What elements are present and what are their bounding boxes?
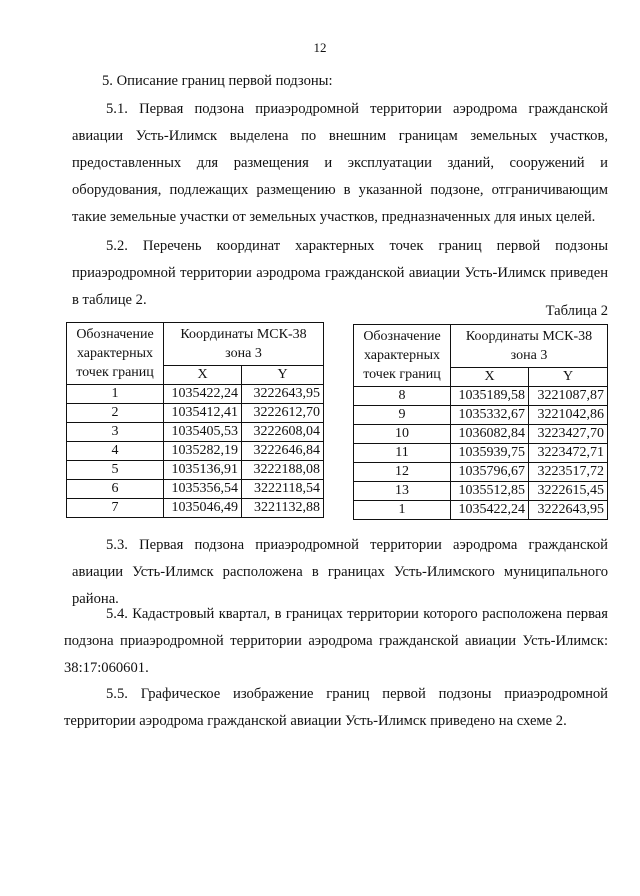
y-header: Y [242,366,324,385]
coordinates-table-left [66,322,324,518]
x-cell: 1035282,19 [164,442,242,461]
y-cell: 3221042,86 [529,406,608,425]
x-cell: 1035405,53 [164,423,242,442]
point-cell: 10 [354,425,451,444]
y-cell: 3222118,54 [242,480,324,499]
point-cell: 1 [67,385,164,404]
y-cell: 3223472,71 [529,444,608,463]
table-row [67,404,324,423]
x-cell: 1035796,67 [451,463,529,482]
page-number: 12 [313,40,327,55]
y-cell: 3222615,45 [529,482,608,501]
table-row [354,501,608,520]
x-cell: 1035512,85 [451,482,529,501]
table-row [67,442,324,461]
coordinates-header: Координаты МСК-38 зона 3 [451,325,608,368]
table-row [67,461,324,480]
point-cell: 3 [67,423,164,442]
coordinates-table-right [353,324,608,520]
y-cell: 3222188,08 [242,461,324,480]
x-cell: 1035422,24 [451,501,529,520]
table-row [354,463,608,482]
point-designation-header: Обозначение характерных точек границ [67,323,164,385]
point-cell: 5 [67,461,164,480]
table-row [354,444,608,463]
x-cell: 1036082,84 [451,425,529,444]
x-cell: 1035189,58 [451,387,529,406]
point-cell: 4 [67,442,164,461]
point-cell: 12 [354,463,451,482]
table-row [354,425,608,444]
x-cell: 1035046,49 [164,499,242,518]
y-cell: 3222646,84 [242,442,324,461]
x-header: X [451,368,529,387]
x-header: X [164,366,242,385]
y-cell: 3223517,72 [529,463,608,482]
x-cell: 1035332,67 [451,406,529,425]
point-cell: 11 [354,444,451,463]
y-cell: 3222643,95 [242,385,324,404]
y-cell: 3222608,04 [242,423,324,442]
point-cell: 2 [67,404,164,423]
x-cell: 1035412,41 [164,404,242,423]
table-row [354,406,608,425]
paragraph-5-3: 5.3. Первая подзона приаэродромной территории аэродрома гражданской авиации Усть-Илимск расположена в границах Усть-Илимского муниципального района. [72,537,608,607]
x-cell: 1035136,91 [164,461,242,480]
y-cell: 3222612,70 [242,404,324,423]
y-header: Y [529,368,608,387]
coordinates-header: Координаты МСК-38 зона 3 [164,323,324,366]
table-row [67,385,324,404]
table-row [354,482,608,501]
x-cell: 1035939,75 [451,444,529,463]
paragraph-5-4: 5.4. Кадастровый квартал, в границах территории которого расположена первая подзона приаэродромной территории аэродрома гражданской авиации Усть-Илимск: 38:17:060601. [64,606,608,676]
point-cell: 9 [354,406,451,425]
point-cell: 13 [354,482,451,501]
section-heading: 5. Описание границ первой подзоны: [102,73,333,89]
point-designation-header: Обозначение характерных точек границ [354,325,451,387]
point-cell: 8 [354,387,451,406]
y-cell: 3221087,87 [529,387,608,406]
point-cell: 7 [67,499,164,518]
point-cell: 6 [67,480,164,499]
y-cell: 3222643,95 [529,501,608,520]
point-cell: 1 [354,501,451,520]
x-cell: 1035422,24 [164,385,242,404]
table-row [67,423,324,442]
paragraph-5-5: 5.5. Графическое изображение границ первой подзоны приаэродромной территории аэродрома гражданской авиации Усть-Илимск приведено на схеме 2. [64,686,608,729]
y-cell: 3223427,70 [529,425,608,444]
paragraph-5-2: 5.2. Перечень координат характерных точек границ первой подзоны приаэродромной территории аэродрома гражданской авиации Усть-Илимск приведен в таблице 2. [72,238,608,308]
paragraph-5-1: 5.1. Первая подзона приаэродромной территории аэродрома гражданской авиации Усть-Илимск выделена по внешним границам земельных участков, предоставленных для размещения и эксплуатации зданий, сооружений и оборудования, подлежащих размещению в указанной подзоне, отграничивающим такие земельные участки от земельных участков, предназначенных для иных целей. [72,101,608,225]
table-row [354,387,608,406]
table-caption: Таблица 2 [545,303,608,319]
x-cell: 1035356,54 [164,480,242,499]
table-row [67,480,324,499]
table-row [67,499,324,518]
y-cell: 3221132,88 [242,499,324,518]
